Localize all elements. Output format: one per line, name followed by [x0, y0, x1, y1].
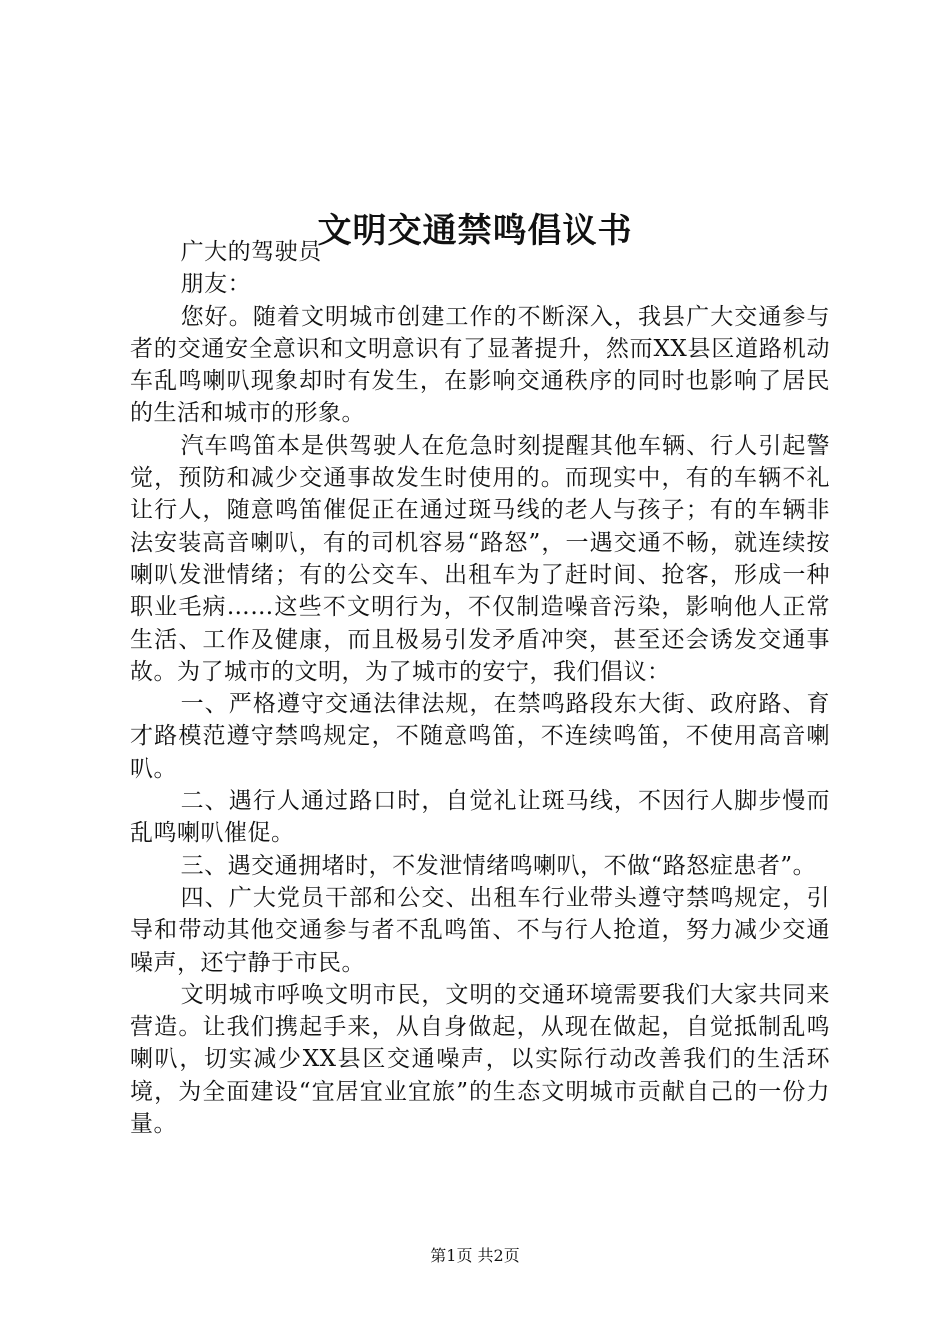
salutation-line-2: 朋友： — [180, 271, 252, 298]
paragraph-greeting: 您好。随着文明城市创建工作的不断深入，我县广大交通参与者的交通安全意识和文明意识有了显著提升，然而XX县区道路机动车乱鸣喇叭现象却时有发生，在影响交通秩序的同时也影响了居民的生活和城市的形象。 — [130, 303, 830, 427]
salutation-line-1: 广大的驾驶员 — [180, 239, 322, 265]
proposal-item-2: 二、遇行人通过路口时，自觉礼让斑马线，不因行人脚步慢而乱鸣喇叭催促。 — [130, 788, 830, 847]
proposal-item-4: 四、广大党员干部和公交、出租车行业带头遵守禁鸣规定，引导和带动其他交通参与者不乱鸣笛、不与行人抢道，努力减少交通噪声，还宁静于市民。 — [130, 884, 830, 976]
page-number-footer: 第1页 共2页 — [430, 1246, 520, 1265]
proposal-item-3: 三、遇交通拥堵时，不发泄情绪鸣喇叭，不做“路怒症患者”。 — [180, 852, 817, 879]
paragraph-background: 汽车鸣笛本是供驾驶人在危急时刻提醒其他车辆、行人引起警觉，预防和减少交通事故发生时使用的。而现实中，有的车辆不礼让行人，随意鸣笛催促正在通过斑马线的老人与孩子；有的车辆非法安装高音喇叭，有的司机容易“路怒”，一遇交通不畅，就连续按喇叭发泄情绪；有的公交车、出租车为了赶时间、抢客，形成一种职业毛病……这些不文明行为，不仅制造噪音污染，影响他人正常生活、工作及健康，而且极易引发矛盾冲突，甚至还会诱发交通事故。为了城市的文明，为了城市的安宁，我们倡议： — [130, 432, 830, 685]
proposal-item-1: 一、严格遵守交通法律法规，在禁鸣路段东大街、政府路、育才路模范遵守禁鸣规定，不随意鸣笛，不连续鸣笛，不使用高音喇叭。 — [130, 691, 830, 782]
document-body — [130, 236, 830, 1140]
document-title: 文明交通禁鸣倡议书 — [317, 210, 633, 251]
paragraph-closing: 文明城市呼唤文明市民，文明的交通环境需要我们大家共同来营造。让我们携起手来，从自身做起，从现在做起，自觉抵制乱鸣喇叭，切实减少XX县区交通噪声，以实际行动改善我们的生活环境，为全面建设“宜居宜业宜旅”的生态文明城市贡献自己的一份力量。 — [130, 981, 830, 1138]
